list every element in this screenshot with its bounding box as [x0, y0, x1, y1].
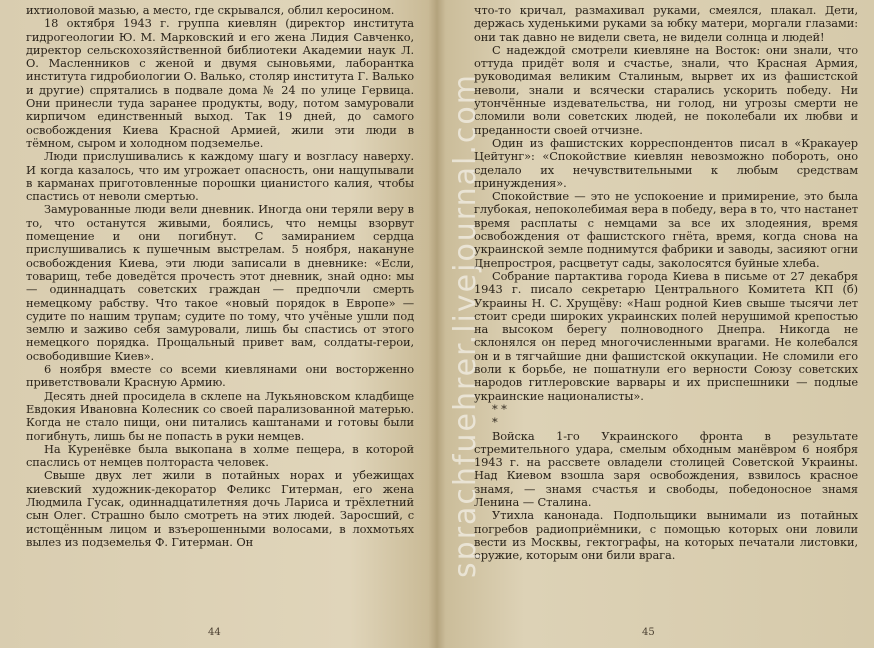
- paragraph: 6 ноября вместе со всеми киевлянами они восторженно приветствовали Красную Армию.: [26, 362, 414, 390]
- section-stars-bottom: *: [492, 415, 498, 430]
- paragraph: На Куренёвке была выкопана в холме пещера, в которой спаслись от немцев полтораста человек.: [26, 441, 414, 470]
- paragraph: С надеждой смотрели киевляне на Восток: они знали, что оттуда придёт воля и счастье, знали, что Красная Армия, руководимая великим Сталиным, вырвет их из фашистской неволи, знали и всячески старались ускорить победу. Ни утончённые издевательства, ни голод, ни угрозы смерти не сломили воли советских людей, не поколебали их любви и преданности своей отчизне.: [474, 42, 858, 137]
- paragraph: Свыше двух лет жили в потайных норах и убежищах киевский художник-декоратор Феликс Гитерман, его жена Людмила Гусак, одиннадцатилетняя дочь Лариса и трёхлетний сын Олег. Страшно было смотреть на этих людей. Заросший, с истощённым лицом и взъерошенными волосами, в лохмотьях вылез из подземелья Ф. Гитерман. Он: [26, 468, 414, 549]
- paragraph: Собрание партактива города Киева в письме от 27 декабря 1943 г. писало секретарю Центрального Комитета КП (б) Украины Н. С. Хрущёву: «Наш родной Киев свыше тысячи лет стоит среди широких украинских полей нерушимой крепостью на высоком берегу полноводного Днепра. Никогда не склонялся он перед многочисленными врагами. Не колебался он и в тягчайшие дни фашистской оккупации. Не сломили его воли к борьбе, не пошатнули его верности Союзу советских народов гитлеровские варвары и их приспешники — подлые украинские националисты».: [474, 268, 858, 403]
- paragraph: Десять дней просидела в склепе на Лукьяновском кладбище Евдокия Ивановна Колесник со своей парализованной матерью. Когда не стало пищи, они питались каштанами и готовы были погибнуть, лишь бы не попасть в руки немцев.: [26, 388, 414, 443]
- right-page: [444, 0, 874, 648]
- paragraph: Один из фашистских корреспондентов писал в «Кракауер Цейтунг»: «Спокойствие киевлян невозможно побороть, оно сделало их нечувствительными к любым средствам принуждения».: [474, 135, 858, 190]
- left-page: [0, 0, 428, 648]
- paragraph: Войска 1-го Украинского фронта в результате стремительного удара, смелым обходным манёвром 6 ноября 1943 г. на рассвете овладели столицей Советской Украины. Над Киевом взошла заря освобождения, взвилось красное знамя, — знамя счастья и свободы, победоносное знамя Ленина — Сталина.: [474, 428, 858, 509]
- paragraph: Утихла канонада. Подпольщики вынимали из потайных погребов радиоприёмники, с помощью которых они ловили вести из Москвы, гектографы, на которых печатали листовки, оружие, которым они били врага.: [474, 508, 858, 563]
- right-page-number: 45: [642, 627, 655, 638]
- paragraph: Замурованные люди вели дневник. Иногда они теряли веру в то, что останутся живыми, боялись, что немцы взорвут помещение и они погибнут. С замиранием сердца прислушивались к пушечным выстрелам. 5 ноября, накануне освобождения Киева, эти люди записали в дневнике: «Если, товарищ, тебе доведётся прочесть этот дневник, знай одно: мы — одиннадцать советских граждан — предпочли смерть немецкому рабству. Что такое «новый порядок в Европе» — судите по нашим трупам; судите по тому, что учёные ушли под землю и заживо себя замуровали, лишь бы спастись от этого немецкого порядка. Прощальный привет вам, солдаты-герои, освободившие Киев».: [26, 202, 414, 363]
- paragraph: Люди прислушивались к каждому шагу и возгласу наверху. И когда казалось, что им угрожает опасность, они нащупывали в карманах приготовленные порошки цианистого калия, чтобы спастись от неволи смертью.: [26, 149, 414, 204]
- left-page-text: [26, 4, 414, 549]
- right-page-text-after: [474, 430, 858, 563]
- paragraph: 18 октября 1943 г. группа киевлян (директор института гидрогеологии Ю. М. Марковский и его жена Лидия Савченко, директор сельскохозяйственной библиотеки Академии наук Л. О. Масленников с женой и двумя сыновьями, лаборантка института гидробиологии О. Валько, столяр института Г. Валько и другие) спрятались в подвале дома № 24 по улице Гервица. Они принесли туда заранее продукты, воду, потом замуровали кирпичом единственный выход. Так 19 дней, до самого освобождения Киева Красной Армией, жили эти люди в тёмном, сыром и холодном подземелье.: [26, 16, 414, 150]
- watermark-text: sprachfuehrer.livejournal.com: [447, 72, 483, 578]
- paragraph: ихтиоловой мазью, а место, где скрывался, облил керосином.: [26, 3, 395, 17]
- right-page-text: [474, 4, 858, 403]
- paragraph: что-то кричал, размахивал руками, смеялся, плакал. Дети, держась худенькими руками за юбку матери, моргали глазами: они так давно не видели света, не видели солнца и людей!: [474, 3, 858, 44]
- left-page-number: 44: [208, 627, 221, 638]
- paragraph: Спокойствие — это не успокоение и примирение, это была глубокая, непоколебимая вера в победу, вера в то, что настанет время расплаты с немцами за все их злодеяния, время освобождения от фашистского гнёта, время, когда снова на украинской земле поднимутся фабрики и заводы, засияют огни Днепростроя, расцветут сады, заколосятся буйные хлеба.: [474, 189, 858, 270]
- section-stars-top: * *: [492, 401, 507, 416]
